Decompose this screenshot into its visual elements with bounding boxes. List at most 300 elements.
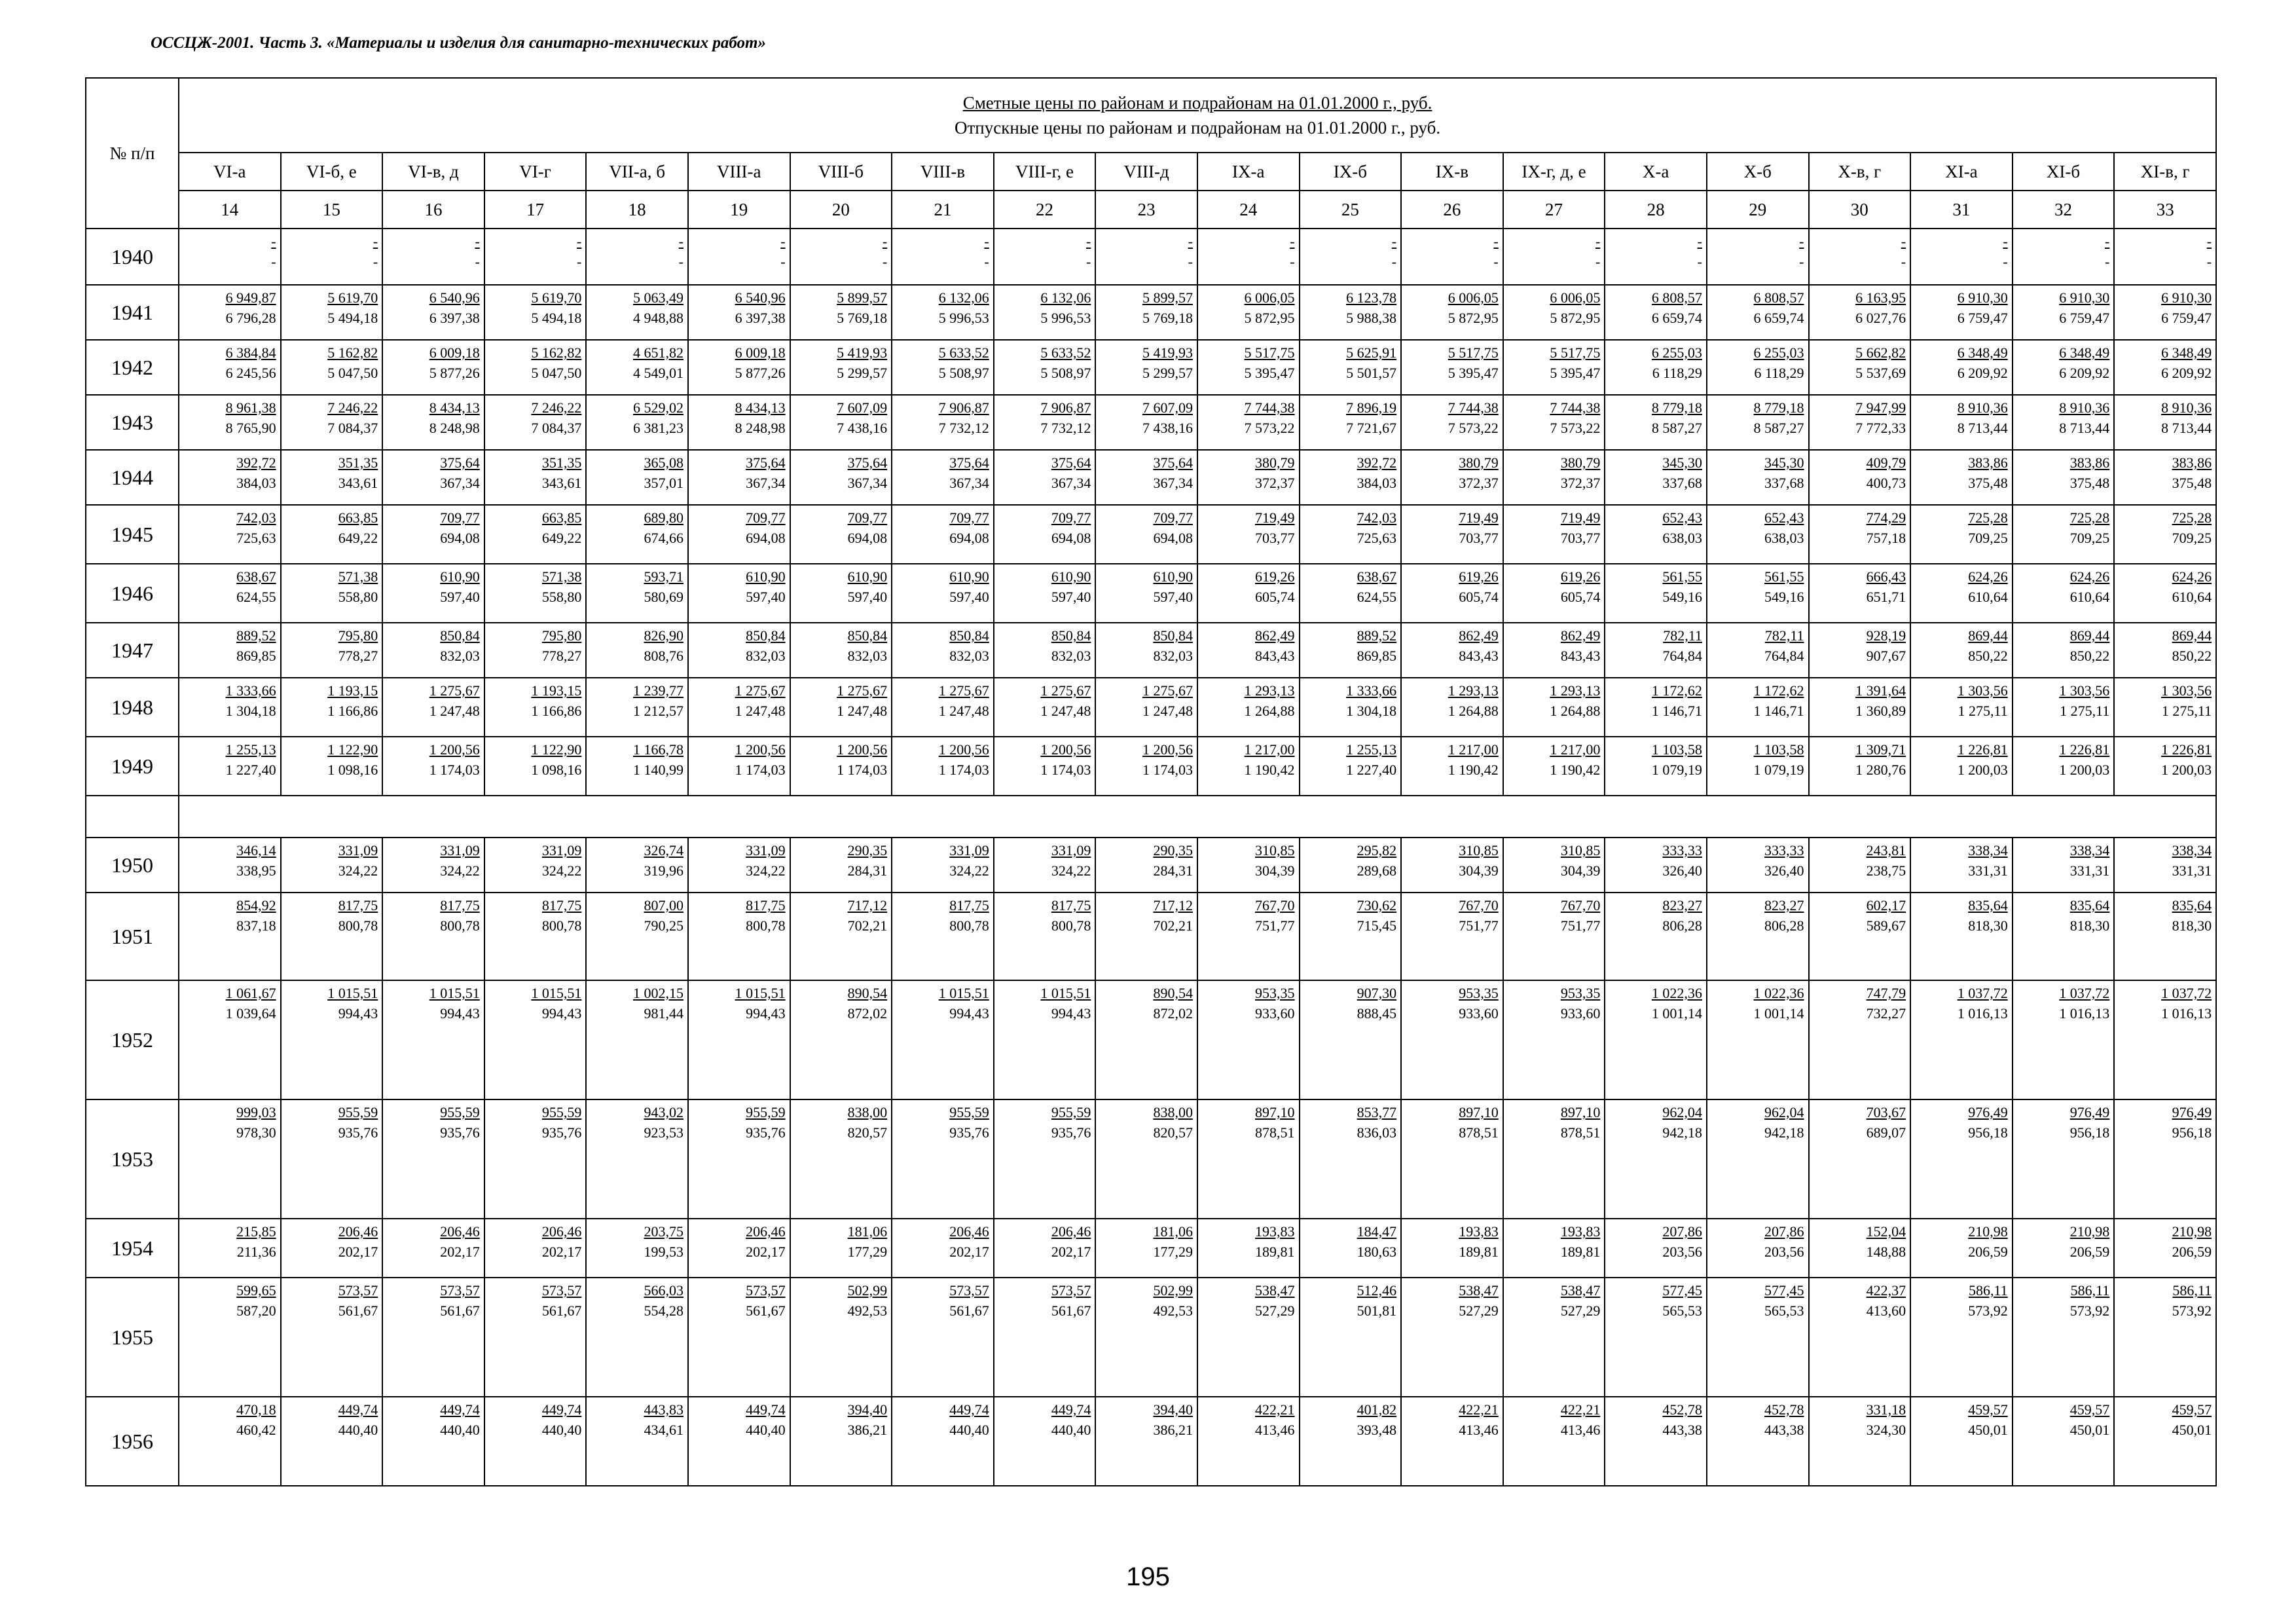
region-header: VIII-б bbox=[790, 153, 892, 191]
estimate-price: 449,74 bbox=[949, 1401, 989, 1418]
price-cell bbox=[179, 229, 281, 285]
price-cell bbox=[484, 1278, 587, 1397]
row-id: 1940 bbox=[86, 229, 179, 285]
price-cell bbox=[1401, 1219, 1503, 1278]
estimate-price: 1 193,15 bbox=[531, 682, 582, 699]
estimate-price: 1 037,72 bbox=[2161, 985, 2212, 1001]
release-price: 561,67 bbox=[338, 1302, 378, 1319]
release-price: 956,18 bbox=[1968, 1124, 2008, 1141]
release-price: 1 275,11 bbox=[2060, 703, 2110, 719]
release-price: 702,21 bbox=[847, 917, 888, 934]
estimate-price: 8 910,36 bbox=[2161, 399, 2212, 416]
release-price: 935,76 bbox=[338, 1124, 378, 1141]
price-cell bbox=[1605, 1099, 1707, 1219]
price-cell bbox=[1503, 229, 1605, 285]
release-price: 6 027,76 bbox=[1855, 310, 1906, 326]
estimate-price: 6 255,03 bbox=[1651, 344, 1702, 361]
region-header-row bbox=[86, 153, 2216, 191]
price-cell bbox=[1707, 450, 1809, 505]
estimate-price: 838,00 bbox=[847, 1104, 888, 1120]
estimate-price: 7 246,22 bbox=[327, 399, 378, 416]
release-price: 6 209,92 bbox=[2161, 365, 2212, 381]
estimate-price: 1 303,56 bbox=[1957, 682, 2008, 699]
release-price: 440,40 bbox=[440, 1422, 480, 1438]
estimate-price: 624,26 bbox=[2172, 568, 2212, 585]
row-id: 1952 bbox=[86, 980, 179, 1099]
release-price: 942,18 bbox=[1764, 1124, 1804, 1141]
price-cell bbox=[586, 229, 688, 285]
release-price: 8 587,27 bbox=[1651, 420, 1702, 436]
column-number: 18 bbox=[586, 191, 688, 229]
release-price: 597,40 bbox=[949, 589, 989, 605]
estimate-price: 449,74 bbox=[1051, 1401, 1091, 1418]
release-price: 7 084,37 bbox=[327, 420, 378, 436]
price-cell bbox=[1910, 980, 2013, 1099]
price-cell bbox=[1809, 450, 1911, 505]
region-header: VIII-а bbox=[688, 153, 790, 191]
estimate-price: 854,92 bbox=[236, 897, 276, 913]
estimate-price: 6 348,49 bbox=[1957, 344, 2008, 361]
price-cell bbox=[892, 1099, 994, 1219]
release-price: 1 264,88 bbox=[1448, 703, 1499, 719]
estimate-price: 1 172,62 bbox=[1753, 682, 1804, 699]
estimate-price: 709,77 bbox=[1051, 509, 1091, 526]
price-cell bbox=[484, 564, 587, 623]
estimate-price: 1 200,56 bbox=[429, 741, 480, 758]
price-cell bbox=[1910, 737, 2013, 796]
release-price: 443,38 bbox=[1764, 1422, 1804, 1438]
release-price: 319,96 bbox=[644, 862, 683, 879]
release-price: 5 508,97 bbox=[938, 365, 989, 381]
price-cell bbox=[2114, 285, 2216, 340]
release-price: 5 769,18 bbox=[1142, 310, 1193, 326]
estimate-price: 422,21 bbox=[1255, 1401, 1295, 1418]
region-header: VIII-г, е bbox=[994, 153, 1096, 191]
price-cell bbox=[1095, 1397, 1197, 1486]
release-price: 5 299,57 bbox=[1142, 365, 1193, 381]
estimate-price: 976,49 bbox=[2172, 1104, 2212, 1120]
release-price: 189,81 bbox=[1459, 1244, 1499, 1260]
estimate-price: 976,49 bbox=[1968, 1104, 2008, 1120]
estimate-price: 709,77 bbox=[949, 509, 989, 526]
release-price: 6 397,38 bbox=[735, 310, 786, 326]
price-cell bbox=[586, 564, 688, 623]
price-cell bbox=[1503, 1397, 1605, 1486]
price-cell bbox=[790, 838, 892, 893]
estimate-price: 1 037,72 bbox=[2059, 985, 2110, 1001]
price-cell bbox=[1095, 1219, 1197, 1278]
release-price: 818,30 bbox=[1968, 917, 2008, 934]
estimate-price: 6 132,06 bbox=[938, 289, 989, 306]
estimate-price: 586,11 bbox=[2172, 1282, 2212, 1299]
price-cell bbox=[1095, 564, 1197, 623]
release-price: 1 146,71 bbox=[1753, 703, 1804, 719]
release-price: 832,03 bbox=[847, 648, 888, 664]
estimate-price: - bbox=[1290, 233, 1295, 249]
price-cell bbox=[1605, 1219, 1707, 1278]
release-price: 800,78 bbox=[1051, 917, 1091, 934]
estimate-price: 782,11 bbox=[1663, 627, 1702, 644]
release-price: 1 098,16 bbox=[327, 762, 378, 778]
release-price: 5 395,47 bbox=[1448, 365, 1499, 381]
table-row bbox=[86, 1278, 2216, 1397]
release-price: 1 016,13 bbox=[1957, 1005, 2008, 1022]
price-cell bbox=[1503, 893, 1605, 980]
table-row bbox=[86, 285, 2216, 340]
price-cell bbox=[1503, 678, 1605, 737]
release-price: 605,74 bbox=[1459, 589, 1499, 605]
release-price: 8 248,98 bbox=[429, 420, 480, 436]
estimate-price: - bbox=[475, 233, 480, 249]
column-number: 30 bbox=[1809, 191, 1911, 229]
estimate-price: 571,38 bbox=[541, 568, 582, 585]
price-cell bbox=[1503, 737, 1605, 796]
price-cell bbox=[1707, 505, 1809, 564]
price-cell bbox=[586, 1099, 688, 1219]
estimate-price: - bbox=[882, 233, 888, 249]
release-price: 202,17 bbox=[1051, 1244, 1091, 1260]
column-number: 33 bbox=[2114, 191, 2216, 229]
price-cell bbox=[1707, 838, 1809, 893]
estimate-price: 573,57 bbox=[338, 1282, 378, 1299]
price-cell bbox=[1910, 1278, 2013, 1397]
price-cell bbox=[382, 450, 484, 505]
estimate-price: 593,71 bbox=[644, 568, 683, 585]
price-cell bbox=[688, 1278, 790, 1397]
release-price: 5 872,95 bbox=[1448, 310, 1499, 326]
release-price: 1 264,88 bbox=[1550, 703, 1601, 719]
release-price: 440,40 bbox=[746, 1422, 786, 1438]
estimate-price: 1 239,77 bbox=[632, 682, 683, 699]
estimate-price: 392,72 bbox=[1357, 454, 1397, 471]
price-cell bbox=[179, 1219, 281, 1278]
release-price: 1 227,40 bbox=[225, 762, 276, 778]
estimate-price: 5 633,52 bbox=[938, 344, 989, 361]
estimate-price: 610,90 bbox=[949, 568, 989, 585]
release-price: 343,61 bbox=[541, 475, 582, 491]
price-cell bbox=[1809, 229, 1911, 285]
price-cell bbox=[1197, 229, 1300, 285]
release-price: 800,78 bbox=[338, 917, 378, 934]
column-number: 27 bbox=[1503, 191, 1605, 229]
release-price: 284,31 bbox=[1153, 862, 1193, 879]
estimate-price: 823,27 bbox=[1764, 897, 1804, 913]
estimate-price: 599,65 bbox=[236, 1282, 276, 1299]
price-cell bbox=[1095, 893, 1197, 980]
estimate-price: 538,47 bbox=[1560, 1282, 1601, 1299]
price-cell bbox=[1095, 450, 1197, 505]
release-price: 324,22 bbox=[1051, 862, 1091, 879]
estimate-price: 719,49 bbox=[1255, 509, 1295, 526]
price-cell bbox=[688, 737, 790, 796]
estimate-price: 310,85 bbox=[1459, 842, 1499, 858]
region-header: IX-б bbox=[1300, 153, 1402, 191]
price-cell bbox=[790, 229, 892, 285]
estimate-price: 663,85 bbox=[338, 509, 378, 526]
estimate-price: 725,28 bbox=[1968, 509, 2008, 526]
price-cell bbox=[281, 285, 383, 340]
price-cell bbox=[2114, 980, 2216, 1099]
price-cell bbox=[1300, 980, 1402, 1099]
release-price: 715,45 bbox=[1357, 917, 1397, 934]
price-cell bbox=[688, 980, 790, 1099]
release-price: 450,01 bbox=[2172, 1422, 2212, 1438]
estimate-price: 5 517,75 bbox=[1244, 344, 1295, 361]
price-cell bbox=[2114, 737, 2216, 796]
estimate-price: 459,57 bbox=[1968, 1401, 2008, 1418]
release-price: 994,43 bbox=[1051, 1005, 1091, 1022]
estimate-price: 331,09 bbox=[541, 842, 582, 858]
region-header: XI-в, г bbox=[2114, 153, 2216, 191]
estimate-price: 375,64 bbox=[746, 454, 786, 471]
price-cell bbox=[790, 737, 892, 796]
estimate-price: 5 419,93 bbox=[837, 344, 888, 361]
price-cell bbox=[382, 1219, 484, 1278]
release-price: 843,43 bbox=[1459, 648, 1499, 664]
release-price: 375,48 bbox=[2172, 475, 2212, 491]
estimate-price: 6 529,02 bbox=[632, 399, 683, 416]
release-price: 440,40 bbox=[338, 1422, 378, 1438]
price-cell bbox=[281, 893, 383, 980]
estimate-price: 862,49 bbox=[1255, 627, 1295, 644]
price-cell bbox=[688, 623, 790, 678]
price-cell bbox=[1197, 893, 1300, 980]
estimate-price: 333,33 bbox=[1764, 842, 1804, 858]
price-cell bbox=[790, 893, 892, 980]
release-price: 324,22 bbox=[338, 862, 378, 879]
price-cell bbox=[994, 893, 1096, 980]
release-price: 725,63 bbox=[236, 530, 276, 546]
price-cell bbox=[688, 505, 790, 564]
release-price: 597,40 bbox=[1051, 589, 1091, 605]
estimate-price: 7 607,09 bbox=[1142, 399, 1193, 416]
release-price: 304,39 bbox=[1255, 862, 1295, 879]
release-price: 5 996,53 bbox=[938, 310, 989, 326]
release-price: 923,53 bbox=[644, 1124, 683, 1141]
estimate-price: 203,75 bbox=[644, 1223, 683, 1240]
estimate-price: 862,49 bbox=[1459, 627, 1499, 644]
price-cell bbox=[1095, 1099, 1197, 1219]
estimate-price: - bbox=[1697, 233, 1702, 249]
estimate-price: 897,10 bbox=[1459, 1104, 1499, 1120]
price-cell bbox=[2013, 1099, 2115, 1219]
price-cell bbox=[382, 838, 484, 893]
estimate-price: 719,49 bbox=[1459, 509, 1499, 526]
price-cell bbox=[1401, 623, 1503, 678]
release-price: - bbox=[1391, 253, 1397, 270]
price-cell bbox=[1809, 980, 1911, 1099]
estimate-price: 1 275,67 bbox=[1142, 682, 1193, 699]
estimate-price: 795,80 bbox=[338, 627, 378, 644]
column-number: 19 bbox=[688, 191, 790, 229]
price-cell bbox=[1707, 395, 1809, 450]
estimate-price: 1 015,51 bbox=[531, 985, 582, 1001]
release-price: 624,55 bbox=[236, 589, 276, 605]
price-cell bbox=[892, 623, 994, 678]
release-price: 5 395,47 bbox=[1550, 365, 1601, 381]
price-cell bbox=[1503, 285, 1605, 340]
estimate-price: 853,77 bbox=[1357, 1104, 1397, 1120]
price-cell bbox=[1503, 340, 1605, 395]
estimate-price: 717,12 bbox=[847, 897, 888, 913]
release-price: 5 494,18 bbox=[327, 310, 378, 326]
row-id: 1949 bbox=[86, 737, 179, 796]
estimate-price: 5 633,52 bbox=[1040, 344, 1091, 361]
price-cell bbox=[2114, 838, 2216, 893]
estimate-price: 470,18 bbox=[236, 1401, 276, 1418]
release-price: 372,37 bbox=[1560, 475, 1601, 491]
price-cell bbox=[1401, 505, 1503, 564]
estimate-price: - bbox=[1595, 233, 1601, 249]
price-cell bbox=[179, 1278, 281, 1397]
release-price: 674,66 bbox=[644, 530, 683, 546]
release-price: 624,55 bbox=[1357, 589, 1397, 605]
price-cell bbox=[586, 395, 688, 450]
price-cell bbox=[1401, 1099, 1503, 1219]
release-price: 1 166,86 bbox=[531, 703, 582, 719]
table-row bbox=[86, 340, 2216, 395]
release-price: - bbox=[984, 253, 989, 270]
price-cell bbox=[1401, 980, 1503, 1099]
estimate-price: 215,85 bbox=[236, 1223, 276, 1240]
estimate-price: 1 293,13 bbox=[1244, 682, 1295, 699]
estimate-price: 290,35 bbox=[847, 842, 888, 858]
release-price: 820,57 bbox=[847, 1124, 888, 1141]
release-price: 757,18 bbox=[1866, 530, 1906, 546]
release-price: 994,43 bbox=[746, 1005, 786, 1022]
price-cell bbox=[688, 678, 790, 737]
estimate-price: 907,30 bbox=[1357, 985, 1397, 1001]
price-cell bbox=[1707, 1397, 1809, 1486]
release-price: 443,38 bbox=[1662, 1422, 1702, 1438]
column-number: 17 bbox=[484, 191, 587, 229]
estimate-price: 823,27 bbox=[1662, 897, 1702, 913]
release-price: 561,67 bbox=[746, 1302, 786, 1319]
release-price: 331,31 bbox=[2172, 862, 2212, 879]
release-price: 460,42 bbox=[236, 1422, 276, 1438]
release-price: 1 146,71 bbox=[1651, 703, 1702, 719]
price-cell bbox=[790, 678, 892, 737]
release-price: 1 227,40 bbox=[1346, 762, 1397, 778]
estimate-price: 8 910,36 bbox=[2059, 399, 2110, 416]
release-price: 808,76 bbox=[644, 648, 683, 664]
table-row bbox=[86, 564, 2216, 623]
estimate-price: 767,70 bbox=[1459, 897, 1499, 913]
release-price: 1 212,57 bbox=[632, 703, 683, 719]
estimate-price: 817,75 bbox=[1051, 897, 1091, 913]
release-price: 1 174,03 bbox=[1040, 762, 1091, 778]
price-cell bbox=[484, 395, 587, 450]
release-price: 189,81 bbox=[1560, 1244, 1601, 1260]
price-cell bbox=[1605, 980, 1707, 1099]
release-price: - bbox=[1493, 253, 1499, 270]
price-cell bbox=[1809, 340, 1911, 395]
release-price: 1 247,48 bbox=[837, 703, 888, 719]
price-cell bbox=[484, 980, 587, 1099]
estimate-price: 1 226,81 bbox=[2161, 741, 2212, 758]
price-cell bbox=[1300, 737, 1402, 796]
release-price: 597,40 bbox=[440, 589, 480, 605]
price-cell bbox=[1910, 395, 2013, 450]
estimate-price: 652,43 bbox=[1662, 509, 1702, 526]
estimate-price: 502,99 bbox=[847, 1282, 888, 1299]
estimate-price: 747,79 bbox=[1866, 985, 1906, 1001]
estimate-price: 351,35 bbox=[338, 454, 378, 471]
spacer-cell bbox=[179, 796, 2216, 838]
estimate-price: 1 333,66 bbox=[225, 682, 276, 699]
release-price: 324,22 bbox=[746, 862, 786, 879]
estimate-price: 774,29 bbox=[1866, 509, 1906, 526]
estimate-price: 619,26 bbox=[1255, 568, 1295, 585]
estimate-price: 243,81 bbox=[1866, 842, 1906, 858]
release-price: 337,68 bbox=[1662, 475, 1702, 491]
release-price: 597,40 bbox=[1153, 589, 1193, 605]
release-price: 1 190,42 bbox=[1448, 762, 1499, 778]
price-cell bbox=[1401, 229, 1503, 285]
price-cell bbox=[281, 395, 383, 450]
price-cell bbox=[484, 505, 587, 564]
release-price: 1 247,48 bbox=[938, 703, 989, 719]
estimate-price: - bbox=[373, 233, 378, 249]
price-cell bbox=[484, 450, 587, 505]
price-cell bbox=[1910, 505, 2013, 564]
release-price: 610,64 bbox=[1968, 589, 2008, 605]
row-id: 1951 bbox=[86, 893, 179, 980]
estimate-price: 719,49 bbox=[1560, 509, 1601, 526]
release-price: 202,17 bbox=[949, 1244, 989, 1260]
estimate-price: 1 103,58 bbox=[1651, 741, 1702, 758]
price-cell bbox=[484, 838, 587, 893]
release-price: 751,77 bbox=[1255, 917, 1295, 934]
estimate-price: 5 162,82 bbox=[327, 344, 378, 361]
estimate-price: 7 607,09 bbox=[837, 399, 888, 416]
price-cell bbox=[2013, 737, 2115, 796]
estimate-price: 1 103,58 bbox=[1753, 741, 1804, 758]
price-cell bbox=[994, 450, 1096, 505]
release-price: 6 759,47 bbox=[2059, 310, 2110, 326]
price-cell bbox=[994, 980, 1096, 1099]
estimate-price: 1 200,56 bbox=[735, 741, 786, 758]
price-cell bbox=[1605, 623, 1707, 678]
price-cell bbox=[1809, 395, 1911, 450]
estimate-price: 310,85 bbox=[1560, 842, 1601, 858]
price-cell bbox=[1809, 893, 1911, 980]
price-cell bbox=[892, 340, 994, 395]
estimate-price: 346,14 bbox=[236, 842, 276, 858]
estimate-price: 730,62 bbox=[1357, 897, 1397, 913]
price-cell bbox=[2013, 678, 2115, 737]
price-cell bbox=[2013, 395, 2115, 450]
price-cell bbox=[1503, 623, 1605, 678]
release-price: - bbox=[2206, 253, 2212, 270]
release-price: 202,17 bbox=[541, 1244, 582, 1260]
release-price: 331,31 bbox=[2069, 862, 2110, 879]
price-cell bbox=[1707, 980, 1809, 1099]
price-cell bbox=[1095, 285, 1197, 340]
spacer-cell bbox=[86, 796, 179, 838]
estimate-price: 6 808,57 bbox=[1651, 289, 1702, 306]
release-price: 703,77 bbox=[1459, 530, 1499, 546]
column-number: 23 bbox=[1095, 191, 1197, 229]
release-price: 1 247,48 bbox=[1142, 703, 1193, 719]
release-price: 338,95 bbox=[236, 862, 276, 879]
price-cell bbox=[994, 623, 1096, 678]
price-cell bbox=[2114, 340, 2216, 395]
release-price: 580,69 bbox=[644, 589, 683, 605]
price-cell bbox=[382, 395, 484, 450]
release-price: 978,30 bbox=[236, 1124, 276, 1141]
estimate-price: 6 910,30 bbox=[2059, 289, 2110, 306]
